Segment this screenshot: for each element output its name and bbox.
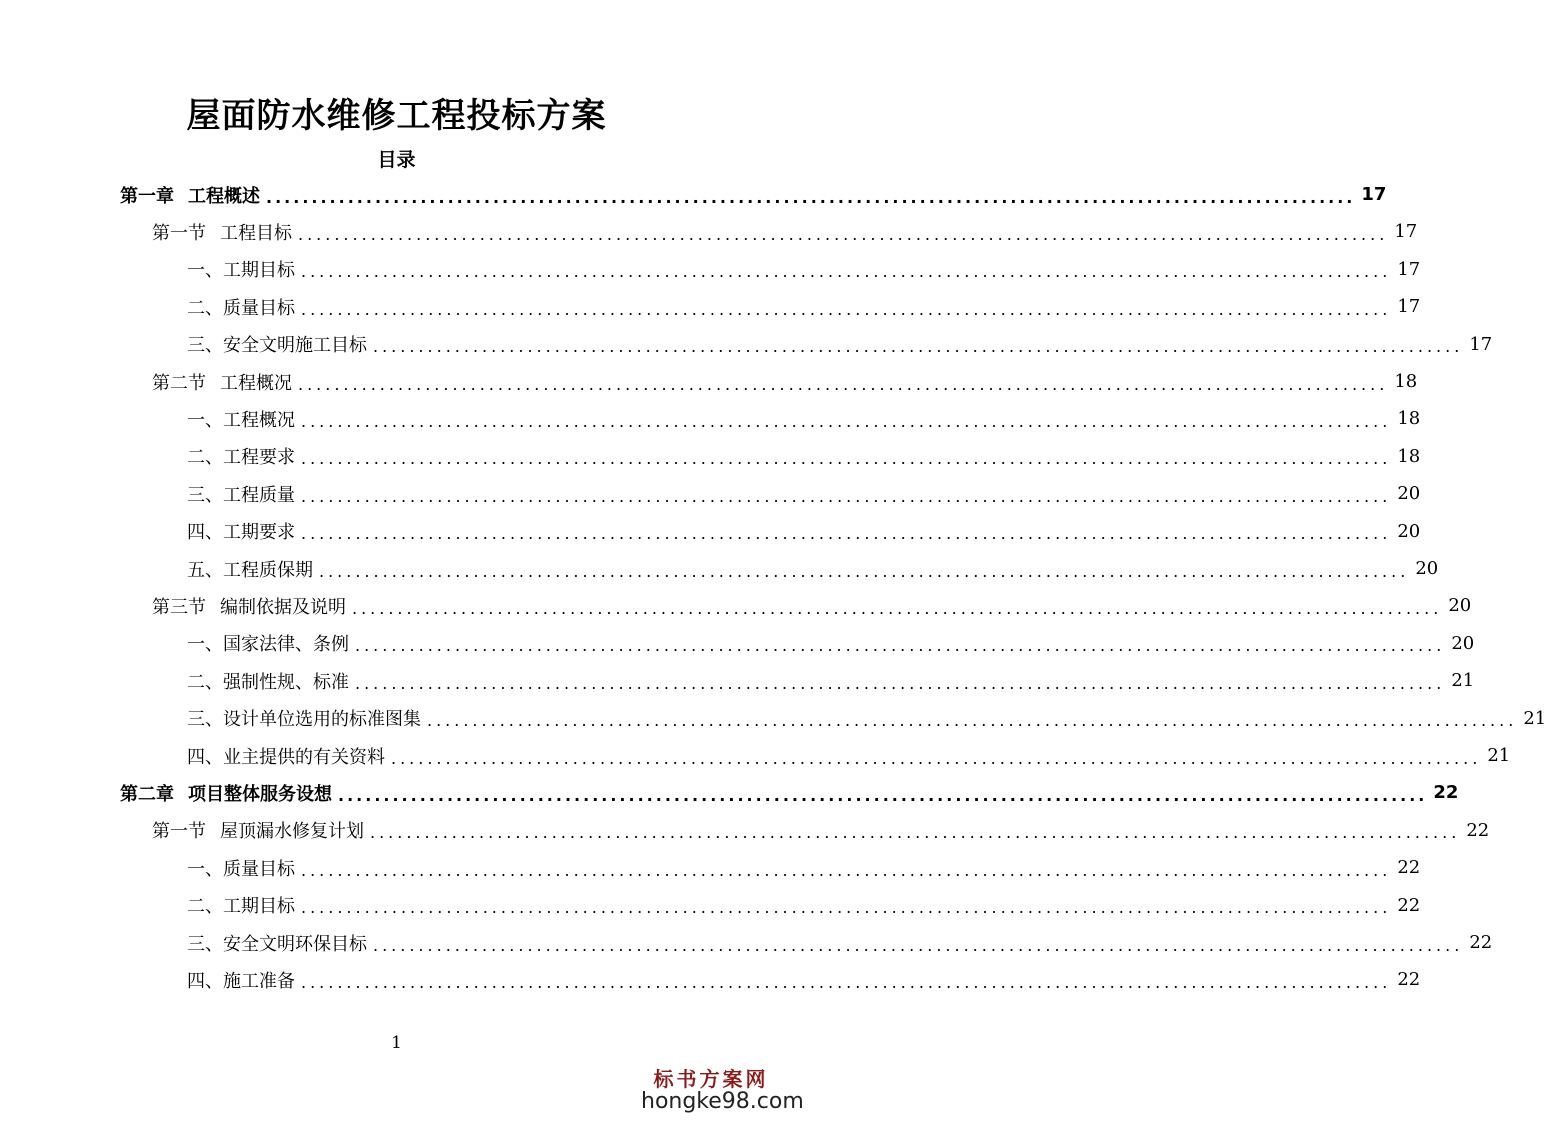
toc-entry-text: 施工准备 [223,970,295,992]
toc-entry-title [120,780,332,806]
toc-dot-leader: ........................................................................................................................ [301,262,1392,282]
toc-entry-text: 工程质量 [223,484,295,506]
toc-entry-title [187,556,313,582]
toc-entry[interactable] [187,513,1421,550]
toc-entry-text: 工期要求 [223,522,295,544]
toc-entry-label: 第三节 [152,596,206,618]
toc-entry[interactable] [187,849,1421,886]
toc-dot-leader: ........................................................................................................................ [301,898,1392,918]
toc-entry-page: 22 [1466,819,1490,841]
toc-entry-label: 三、 [187,484,223,506]
toc-entry-label: 第一节 [152,222,206,244]
toc-entry-text: 质量目标 [223,858,295,880]
toc-dot-leader: ........................................................................................................................ [391,748,1482,768]
toc-entry-label: 第一节 [152,821,206,843]
toc-entry-label: 三、 [187,709,223,731]
toc-entry-text: 工程质保期 [223,559,313,581]
toc-entry-text: 业主提供的有关资料 [223,746,385,768]
toc-entry-title [187,668,349,694]
toc-entry[interactable] [187,288,1421,325]
toc-entry-title [152,219,292,245]
toc-entry-title [120,182,260,208]
toc-entry[interactable] [187,550,1439,587]
toc-entry-text: 工程目标 [220,222,292,244]
toc-entry-title [187,256,295,282]
toc-entry-title [187,518,295,544]
toc-entry-label: 四、 [187,970,223,992]
toc-entry-page: 21 [1487,745,1511,766]
toc-entry-label: 三、 [187,335,223,357]
toc-entry-title [187,630,349,656]
toc-entry-text: 安全文明施工目标 [223,335,367,357]
toc-dot-leader: ........................................................................................................................ [266,187,1356,207]
toc-dot-leader: ........................................................................................................................ [301,972,1392,992]
toc-entry-title [187,331,367,357]
toc-entry[interactable] [187,625,1475,662]
toc-entry-page: 20 [1397,520,1421,542]
toc-entry-label: 第一章 [120,185,174,207]
toc-entry-label: 三、 [187,933,223,955]
toc-entry[interactable] [187,662,1475,699]
toc-entry-title [152,593,346,619]
toc-entry-title [152,369,292,395]
toc-dot-leader: ........................................................................................................................ [301,860,1392,880]
toc-entry-page: 22 [1397,894,1421,916]
toc-dot-leader: ........................................................................................................................ [301,299,1392,319]
toc-dot-leader: ........................................................................................................................ [301,524,1392,544]
toc-entry-page: 18 [1394,371,1418,392]
toc-entry-label: 一、 [187,260,223,282]
toc-entry-title [187,705,421,731]
toc-entry-text: 国家法律、条例 [223,634,349,656]
toc-entry-text: 工程要求 [223,447,295,469]
toc-entry-label: 一、 [187,634,223,656]
toc-entry-page: 22 [1397,857,1421,879]
toc-entry-label: 一、 [187,858,223,880]
toc-entry[interactable] [152,587,1472,624]
toc-entry-page: 17 [1361,184,1387,205]
toc-entry[interactable] [187,961,1421,998]
toc-entry-title [187,294,295,320]
toc-entry-page: 17 [1397,258,1421,280]
toc-entry[interactable] [152,363,1418,400]
toc-entry-text: 工程概况 [220,372,292,394]
toc-entry-page: 18 [1397,445,1421,467]
toc-entry-text: 项目整体服务设想 [188,783,332,805]
toc-entry[interactable] [187,924,1493,961]
toc-entry[interactable] [187,326,1493,363]
toc-entry[interactable] [120,176,1387,213]
toc-entry-page: 22 [1469,932,1493,953]
toc-entry-label: 第二节 [152,372,206,394]
toc-entry-page: 18 [1397,408,1421,430]
toc-dot-leader: ........................................................................................................................ [298,374,1389,394]
toc-entry-text: 工期目标 [223,896,295,918]
toc-entry-page: 22 [1397,969,1421,991]
toc-entry-label: 五、 [187,559,223,581]
toc-entry-text: 工程概况 [223,409,295,431]
watermark-logo [641,1066,804,1114]
toc-entry-page: 20 [1397,483,1421,505]
toc-entry-page: 21 [1451,670,1475,692]
toc-entry-text: 强制性规、标准 [223,671,349,693]
toc-entry-page: 20 [1451,632,1475,654]
toc-entry-label: 二、 [187,297,223,319]
toc-entry-text: 工程概述 [188,185,260,207]
page-title: 屋面防水维修工程投标方案 [186,96,607,136]
toc-entry[interactable] [120,774,1459,811]
toc-dot-leader: ........................................................................................................................ [370,823,1461,843]
toc-entry-text: 质量目标 [223,297,295,319]
toc-entry-label: 二、 [187,896,223,918]
toc-entry-label: 四、 [187,746,223,768]
toc-entry-title [187,481,295,507]
toc-dot-leader: ........................................................................................................................ [427,711,1518,731]
toc-dot-leader: ........................................................................................................................ [338,785,1428,805]
toc-dot-leader: ........................................................................................................................ [355,673,1446,693]
toc-entry-page: 17 [1397,296,1421,318]
toc-dot-leader: ........................................................................................................................ [298,224,1389,244]
toc-dot-leader: ........................................................................................................................ [355,636,1446,656]
toc-entry-label: 二、 [187,447,223,469]
toc-entry-label: 一、 [187,409,223,431]
toc-entry[interactable] [187,251,1421,288]
toc-entry-text: 屋顶漏水修复计划 [220,821,364,843]
toc-dot-leader: ........................................................................................................................ [352,598,1443,618]
toc-entry-page: 21 [1523,707,1546,729]
toc-entry-title [187,406,295,432]
toc-entry-page: 17 [1469,333,1493,355]
toc-dot-leader: ........................................................................................................................ [373,935,1464,955]
toc-entry-page: 20 [1415,558,1439,579]
toc-entry-text: 编制依据及说明 [220,596,346,618]
toc-entry-title [187,743,385,769]
toc-entry[interactable] [187,438,1421,475]
toc-heading: 目录 [377,149,416,171]
toc-entry-page: 22 [1433,782,1459,804]
toc-entry-text: 工期目标 [223,260,295,282]
page-number: 1 [391,1033,402,1053]
toc-entry[interactable] [152,812,1490,849]
toc-entry[interactable] [187,475,1421,512]
watermark-site-url: hongke98.com [641,1088,804,1114]
toc-entry-title [152,817,364,843]
toc-entry-title [187,855,295,881]
toc-entry-label: 四、 [187,522,223,544]
toc-entry-title [187,930,367,956]
toc-entry-label: 第二章 [120,783,174,805]
toc-entry[interactable] [187,400,1421,437]
toc-entry-page: 17 [1394,221,1418,243]
toc-entry-text: 安全文明环保目标 [223,933,367,955]
toc-dot-leader: ........................................................................................................................ [373,337,1464,357]
toc-entry[interactable] [187,700,1546,737]
toc-entry[interactable] [152,213,1418,250]
toc-entry-title [187,892,295,918]
toc-dot-leader: ........................................................................................................................ [301,486,1392,506]
toc-entry-page: 20 [1448,595,1472,617]
toc-dot-leader: ........................................................................................................................ [319,561,1410,581]
toc-dot-leader: ........................................................................................................................ [301,411,1392,431]
toc-entry[interactable] [187,887,1421,924]
toc-entry[interactable] [187,737,1511,774]
toc-entry-title [187,967,295,993]
toc-entry-title [187,443,295,469]
toc-entry-label: 二、 [187,671,223,693]
watermark-site-name: 标书方案网 [653,1066,769,1091]
toc-entry-text: 设计单位选用的标准图集 [223,709,421,731]
toc-dot-leader: ........................................................................................................................ [301,449,1392,469]
